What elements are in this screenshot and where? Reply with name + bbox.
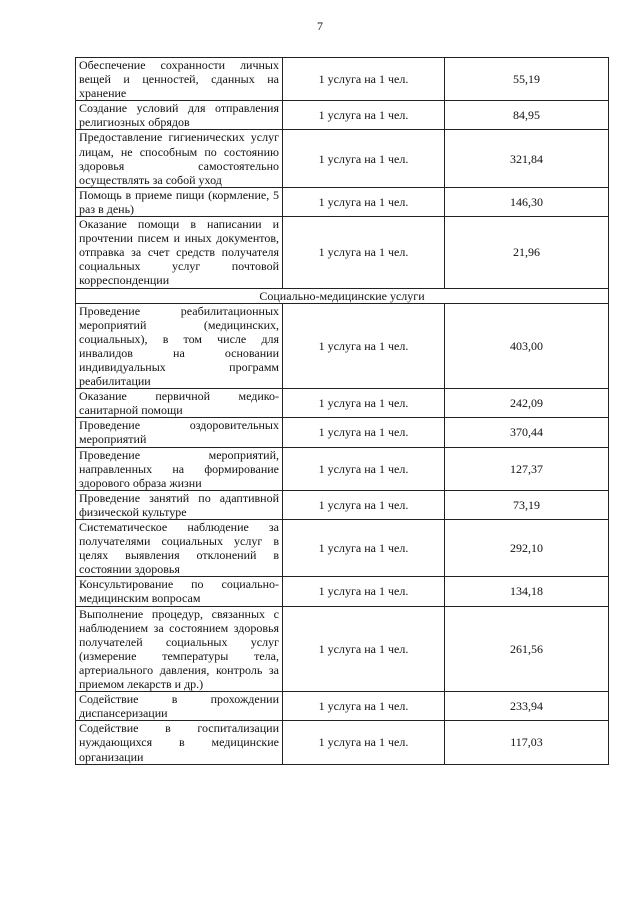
service-unit: 1 услуга на 1 чел. — [283, 389, 445, 418]
service-name: Проведение оздоровительных мероприятий — [76, 418, 283, 447]
services-table — [75, 57, 609, 765]
section-row — [76, 288, 609, 303]
service-name: Содействие в госпитализации нуждающихся в медицинские организации — [76, 721, 283, 764]
table-row — [76, 187, 609, 216]
table-row — [76, 692, 609, 721]
service-unit: 1 услуга на 1 чел. — [283, 187, 445, 216]
service-name: Обеспечение сохранности личных вещей и ценностей, сданных на хранение — [76, 58, 283, 101]
page-number: 7 — [317, 19, 323, 33]
service-name: Консультирование по социально-медицинским вопросам — [76, 577, 283, 606]
table-row — [76, 101, 609, 130]
service-price: 321,84 — [445, 130, 609, 187]
service-name: Проведение мероприятий, направленных на формирование здорового образа жизни — [76, 447, 283, 490]
service-name: Содействие в прохождении диспансеризации — [76, 692, 283, 721]
service-price: 84,95 — [445, 101, 609, 130]
service-name: Создание условий для отправления религиозных обрядов — [76, 101, 283, 130]
table-row — [76, 58, 609, 101]
table-row — [76, 418, 609, 447]
service-unit: 1 услуга на 1 чел. — [283, 58, 445, 101]
table-row — [76, 721, 609, 764]
service-price: 403,00 — [445, 303, 609, 389]
service-price: 73,19 — [445, 490, 609, 519]
table-row — [76, 520, 609, 577]
table-row — [76, 606, 609, 692]
service-unit: 1 услуга на 1 чел. — [283, 577, 445, 606]
table-row — [76, 130, 609, 187]
service-name: Проведение реабилитационных мероприятий (медицинских, социальных), в том числе для инвалидов на основании индивидуальных программ реабилитации — [76, 303, 283, 389]
section-heading: Социально-медицинские услуги — [76, 288, 609, 303]
service-unit: 1 услуга на 1 чел. — [283, 101, 445, 130]
service-price: 370,44 — [445, 418, 609, 447]
table-row — [76, 490, 609, 519]
service-unit: 1 услуга на 1 чел. — [283, 606, 445, 692]
service-unit: 1 услуга на 1 чел. — [283, 721, 445, 764]
service-price: 55,19 — [445, 58, 609, 101]
service-price: 261,56 — [445, 606, 609, 692]
service-name: Помощь в приеме пищи (кормление, 5 раз в день) — [76, 187, 283, 216]
service-name: Предоставление гигиенических услуг лицам, не способным по состоянию здоровья самостоятельно осуществлять за собой уход — [76, 130, 283, 187]
services-table-body — [76, 58, 609, 765]
service-price: 117,03 — [445, 721, 609, 764]
service-name: Оказание первичной медико-санитарной помощи — [76, 389, 283, 418]
service-unit: 1 услуга на 1 чел. — [283, 130, 445, 187]
service-name: Систематическое наблюдение за получателями социальных услуг в целях выявления отклонений в состоянии здоровья — [76, 520, 283, 577]
service-unit: 1 услуга на 1 чел. — [283, 490, 445, 519]
service-unit: 1 услуга на 1 чел. — [283, 303, 445, 389]
service-price: 134,18 — [445, 577, 609, 606]
service-price: 242,09 — [445, 389, 609, 418]
service-unit: 1 услуга на 1 чел. — [283, 217, 445, 288]
service-price: 146,30 — [445, 187, 609, 216]
service-name: Проведение занятий по адаптивной физической культуре — [76, 490, 283, 519]
service-name: Выполнение процедур, связанных с наблюдением за состоянием здоровья получателей социальных услуг (измерение температуры тела, артериального давления, контроль за приемом лекарств и др.) — [76, 606, 283, 692]
service-unit: 1 услуга на 1 чел. — [283, 520, 445, 577]
table-row — [76, 447, 609, 490]
service-price: 21,96 — [445, 217, 609, 288]
table-row — [76, 303, 609, 389]
service-unit: 1 услуга на 1 чел. — [283, 692, 445, 721]
service-price: 233,94 — [445, 692, 609, 721]
service-price: 127,37 — [445, 447, 609, 490]
service-name: Оказание помощи в написании и прочтении писем и иных документов, отправка за счет средств получателя социальных услуг почтовой корреспонденции — [76, 217, 283, 288]
table-row — [76, 577, 609, 606]
service-unit: 1 услуга на 1 чел. — [283, 447, 445, 490]
service-price: 292,10 — [445, 520, 609, 577]
table-row — [76, 217, 609, 288]
table-row — [76, 389, 609, 418]
service-unit: 1 услуга на 1 чел. — [283, 418, 445, 447]
